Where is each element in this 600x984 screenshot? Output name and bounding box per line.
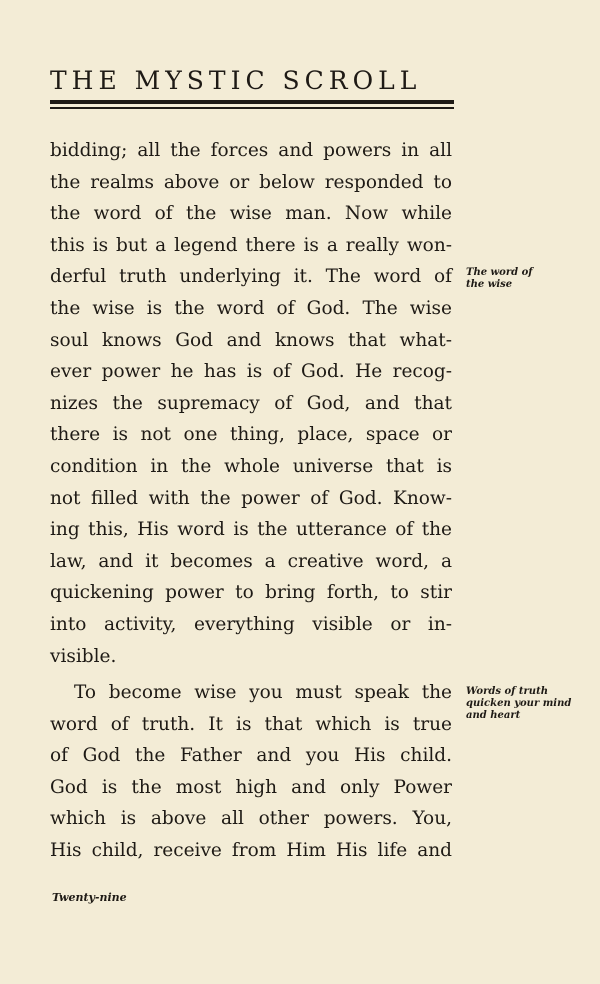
margin-note: [466, 267, 576, 291]
text-line: not filled with the power of God. Know-: [50, 487, 452, 509]
margin-note-line: the wise: [466, 279, 513, 290]
running-head: THE MYSTIC SCROLL: [50, 66, 422, 95]
page-number: Twenty-nine: [52, 891, 127, 904]
text-line: there is not one thing, place, space or: [50, 424, 452, 446]
text-line: visible.: [50, 645, 117, 667]
margin-note-line: The word of: [466, 267, 533, 278]
text-line: which is above all other powers. You,: [50, 808, 452, 830]
text-line: the realms above or below responded to: [50, 171, 452, 193]
text-line: the wise is the word of God. The wise: [50, 297, 452, 319]
text-line: ever power he has is of God. He recog-: [50, 361, 452, 383]
header-rule-thin: [50, 107, 454, 109]
text-line: To become wise you must speak the: [74, 682, 452, 703]
margin-note-line: quicken your mind: [466, 698, 572, 709]
text-line: into activity, everything visible or in-: [50, 613, 452, 635]
text-line: nizes the supremacy of God, and that: [50, 392, 452, 414]
text-line: ing this, His word is the utterance of the: [50, 519, 452, 541]
text-line: God is the most high and only Power: [50, 776, 452, 798]
text-line: this is but a legend there is a really won-: [50, 234, 452, 256]
text-line: quickening power to bring forth, to stir: [50, 582, 452, 604]
text-line: the word of the wise man. Now while: [50, 203, 452, 225]
text-line: condition in the whole universe that is: [50, 455, 452, 477]
text-line: law, and it becomes a creative word, a: [50, 550, 452, 572]
margin-note-line: Words of truth: [466, 686, 548, 697]
text-line: word of truth. It is that which is true: [50, 713, 452, 735]
text-line: His child, receive from Him His life and: [50, 839, 452, 861]
paragraph-1: [50, 135, 452, 672]
margin-note-line: and heart: [466, 710, 521, 721]
paragraph-2: [50, 677, 452, 867]
text-line: derful truth underlying it. The word of: [50, 266, 452, 288]
text-line: of God the Father and you His child.: [50, 745, 452, 767]
text-line: bidding; all the forces and powers in all: [50, 140, 452, 161]
text-line: soul knows God and knows that what-: [50, 329, 452, 351]
margin-note: [466, 686, 576, 722]
header-rule-thick: [50, 100, 454, 104]
